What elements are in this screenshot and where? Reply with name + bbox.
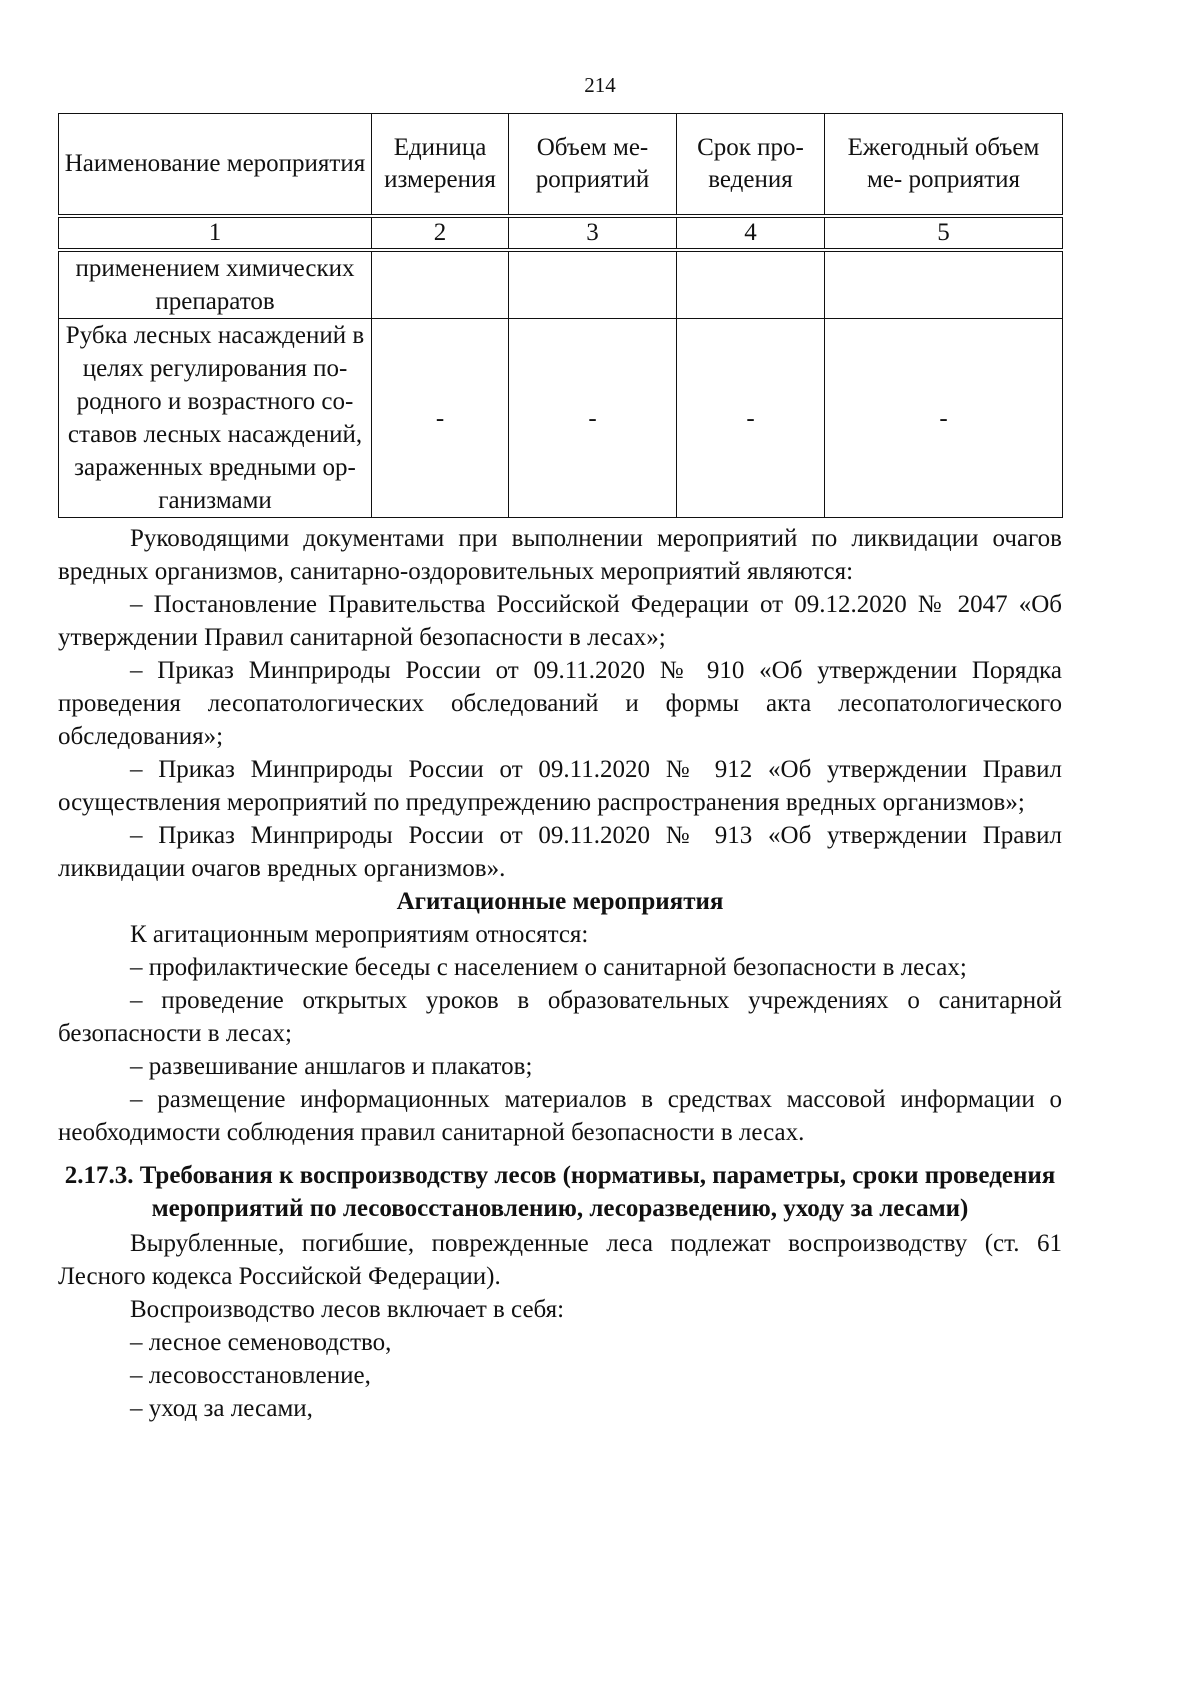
column-number: 5 [825,216,1063,250]
list-item: – проведение открытых уроков в образовательных учреждениях о санитарной безопасности в лесах; [58,987,1062,1047]
table-cell: применением химических препаратов [59,250,372,319]
table-cell [825,250,1063,319]
header-cell-volume: Объем ме- роприятий [509,114,677,217]
list-item: – Постановление Правительства Российской Федерации от 09.12.2020 № 2047 «Об утверждении Правил санитарной безопасности в лесах»; [58,591,1062,651]
table-cell [372,250,509,319]
paragraph: Воспроизводство лесов включает в себя: [130,1296,565,1323]
table-column-numbers-row [59,216,1063,250]
agitation-heading: Агитационные мероприятия [396,888,724,915]
list-item: – лесное семеноводство, [130,1329,392,1356]
list-item: – лесовосстановление, [130,1362,371,1389]
list-item: – Приказ Минприроды России от 09.11.2020 № 912 «Об утверждении Правил осуществления мероприятий по предупреждению распространения вредных организмов»; [58,756,1062,816]
paragraph: Руководящими документами при выполнении мероприятий по ликвидации очагов вредных организмов, санитарно-оздоровительных мероприятий являются: [58,525,1062,585]
list-item: – размещение информационных материалов в средствах массовой информации о необходимости соблюдения правил санитарной безопасности в лесах. [58,1086,1062,1146]
header-cell-term: Срок про- ведения [677,114,825,217]
column-number: 2 [372,216,509,250]
table-cell: - [825,319,1063,518]
table-row [59,250,1063,319]
table-cell [509,250,677,319]
table-cell [677,250,825,319]
paragraph: К агитационным мероприятиям относятся: [130,921,589,948]
section-heading: 2.17.3. Требования к воспроизводству лесов (нормативы, параметры, сроки проведения мероприятий по лесовосстановлению, лесоразведению, уходу за лесами) [64,1162,1056,1222]
column-number: 1 [59,216,372,250]
document-body [58,522,1062,1425]
header-cell-name: Наименование мероприятия [59,114,372,217]
table-cell: - [677,319,825,518]
list-item: – уход за лесами, [130,1395,313,1422]
column-number: 4 [677,216,825,250]
page-number: 214 [584,73,616,97]
list-item: – профилактические беседы с населением о санитарной безопасности в лесах; [130,954,967,981]
list-item: – Приказ Минприроды России от 09.11.2020 № 913 «Об утверждении Правил ликвидации очагов вредных организмов». [58,822,1062,882]
table-row [59,319,1063,518]
measures-table [58,113,1063,518]
header-cell-unit: Единица измерения [372,114,509,217]
paragraph: Вырубленные, погибшие, поврежденные леса подлежат воспроизводству (ст. 61 Лесного кодекса Российской Федерации). [58,1230,1062,1290]
table-cell: Рубка лесных насаждений в целях регулирования по- родного и возрастного со- ставов лесных насаждений, зараженных вредными ор- ганизмами [59,319,372,518]
list-item: – Приказ Минприроды России от 09.11.2020 № 910 «Об утверждении Порядка проведения лесопатологических обследований и формы акта лесопатологического обследования»; [58,657,1062,750]
list-item: – развешивание аншлагов и плакатов; [130,1053,533,1080]
table-cell: - [509,319,677,518]
table-header-row [59,114,1063,217]
column-number: 3 [509,216,677,250]
table-cell: - [372,319,509,518]
header-cell-annual: Ежегодный объем ме- роприятия [825,114,1063,217]
